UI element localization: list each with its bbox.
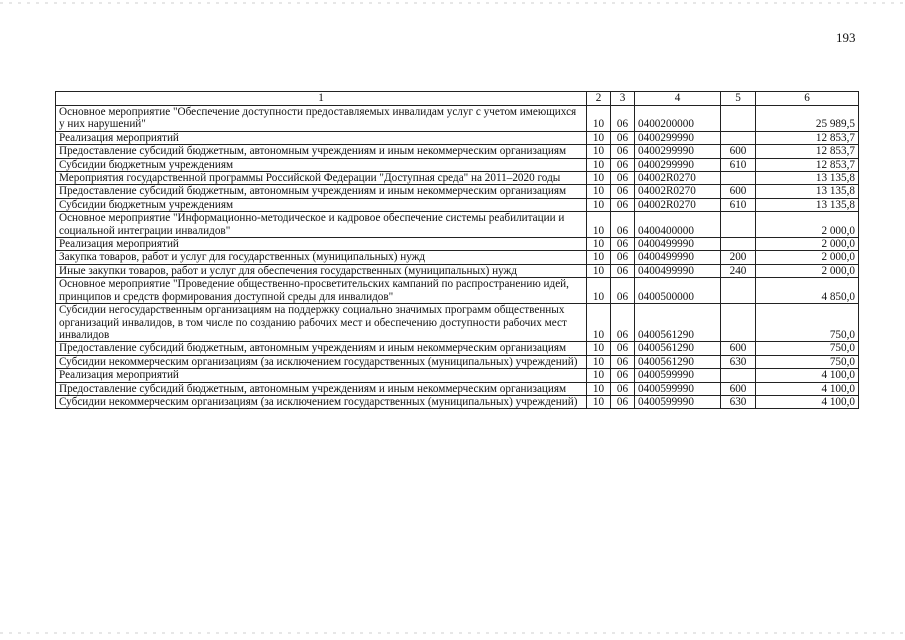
table-row bbox=[56, 106, 859, 132]
row-name-cell: Субсидии бюджетным учреждениям bbox=[56, 198, 587, 211]
row-amount-cell: 13 135,8 bbox=[756, 172, 859, 185]
row-section-cell: 10 bbox=[587, 382, 611, 395]
row-name-cell: Основное мероприятие "Проведение общественно-просветительских кампаний по распространению идей, принципов и средств формирования доступной среды для инвалидов" bbox=[56, 278, 587, 304]
scan-artifact-bottom bbox=[0, 632, 905, 634]
row-target-article-cell: 0400499990 bbox=[635, 264, 721, 277]
row-section-cell: 10 bbox=[587, 145, 611, 158]
row-amount-cell: 4 850,0 bbox=[756, 278, 859, 304]
table-row bbox=[56, 278, 859, 304]
row-expense-type-cell bbox=[721, 106, 756, 132]
row-subsection-cell: 06 bbox=[611, 355, 635, 368]
row-name-cell: Закупка товаров, работ и услуг для государственных (муниципальных) нужд bbox=[56, 251, 587, 264]
row-expense-type-cell bbox=[721, 304, 756, 342]
row-expense-type-cell: 600 bbox=[721, 342, 756, 355]
row-section-cell: 10 bbox=[587, 172, 611, 185]
row-name-cell: Субсидии бюджетным учреждениям bbox=[56, 158, 587, 171]
budget-table bbox=[55, 91, 859, 409]
row-subsection-cell: 06 bbox=[611, 158, 635, 171]
row-expense-type-cell: 200 bbox=[721, 251, 756, 264]
table-row bbox=[56, 131, 859, 144]
table-row bbox=[56, 382, 859, 395]
row-amount-cell: 13 135,8 bbox=[756, 185, 859, 198]
row-section-cell: 10 bbox=[587, 369, 611, 382]
table-row bbox=[56, 304, 859, 342]
row-target-article-cell: 0400599990 bbox=[635, 369, 721, 382]
row-section-cell: 10 bbox=[587, 238, 611, 251]
row-amount-cell: 25 989,5 bbox=[756, 106, 859, 132]
row-subsection-cell: 06 bbox=[611, 238, 635, 251]
row-name-cell: Иные закупки товаров, работ и услуг для обеспечения государственных (муниципальных) нужд bbox=[56, 264, 587, 277]
row-subsection-cell: 06 bbox=[611, 251, 635, 264]
row-expense-type-cell bbox=[721, 131, 756, 144]
row-name-cell: Предоставление субсидий бюджетным, автономным учреждениям и иным некоммерческим организациям bbox=[56, 342, 587, 355]
row-name-cell: Мероприятия государственной программы Российской Федерации "Доступная среда" на 2011–2020 годы bbox=[56, 172, 587, 185]
row-subsection-cell: 06 bbox=[611, 264, 635, 277]
row-section-cell: 10 bbox=[587, 131, 611, 144]
row-section-cell: 10 bbox=[587, 278, 611, 304]
table-row bbox=[56, 238, 859, 251]
row-name-cell: Предоставление субсидий бюджетным, автономным учреждениям и иным некоммерческим организациям bbox=[56, 382, 587, 395]
row-amount-cell: 2 000,0 bbox=[756, 238, 859, 251]
column-header: 3 bbox=[611, 92, 635, 106]
table-body bbox=[56, 106, 859, 409]
row-section-cell: 10 bbox=[587, 106, 611, 132]
row-expense-type-cell: 610 bbox=[721, 198, 756, 211]
table-row bbox=[56, 369, 859, 382]
row-section-cell: 10 bbox=[587, 355, 611, 368]
row-subsection-cell: 06 bbox=[611, 395, 635, 408]
table-row bbox=[56, 158, 859, 171]
row-amount-cell: 4 100,0 bbox=[756, 369, 859, 382]
table-row bbox=[56, 251, 859, 264]
row-target-article-cell: 0400599990 bbox=[635, 382, 721, 395]
row-target-article-cell: 0400599990 bbox=[635, 395, 721, 408]
column-header: 4 bbox=[635, 92, 721, 106]
table-row bbox=[56, 145, 859, 158]
row-target-article-cell: 0400299990 bbox=[635, 158, 721, 171]
row-subsection-cell: 06 bbox=[611, 198, 635, 211]
row-expense-type-cell: 600 bbox=[721, 382, 756, 395]
row-target-article-cell: 0400561290 bbox=[635, 342, 721, 355]
row-amount-cell: 2 000,0 bbox=[756, 212, 859, 238]
row-name-cell: Реализация мероприятий bbox=[56, 131, 587, 144]
row-subsection-cell: 06 bbox=[611, 369, 635, 382]
row-expense-type-cell bbox=[721, 369, 756, 382]
row-expense-type-cell bbox=[721, 278, 756, 304]
table-header-row bbox=[56, 92, 859, 106]
row-target-article-cell: 0400400000 bbox=[635, 212, 721, 238]
row-target-article-cell: 04002R0270 bbox=[635, 185, 721, 198]
row-subsection-cell: 06 bbox=[611, 342, 635, 355]
row-subsection-cell: 06 bbox=[611, 185, 635, 198]
table-row bbox=[56, 395, 859, 408]
row-name-cell: Основное мероприятие "Обеспечение доступности предоставляемых инвалидам услуг с учетом имеющихся у них нарушений" bbox=[56, 106, 587, 132]
row-amount-cell: 2 000,0 bbox=[756, 264, 859, 277]
row-target-article-cell: 04002R0270 bbox=[635, 198, 721, 211]
row-target-article-cell: 0400499990 bbox=[635, 251, 721, 264]
row-expense-type-cell bbox=[721, 172, 756, 185]
row-expense-type-cell: 630 bbox=[721, 395, 756, 408]
row-name-cell: Реализация мероприятий bbox=[56, 369, 587, 382]
row-amount-cell: 12 853,7 bbox=[756, 158, 859, 171]
row-subsection-cell: 06 bbox=[611, 278, 635, 304]
row-name-cell: Субсидии некоммерческим организациям (за исключением государственных (муниципальных) учреждений) bbox=[56, 395, 587, 408]
row-target-article-cell: 0400499990 bbox=[635, 238, 721, 251]
row-section-cell: 10 bbox=[587, 395, 611, 408]
row-amount-cell: 2 000,0 bbox=[756, 251, 859, 264]
row-subsection-cell: 06 bbox=[611, 172, 635, 185]
row-name-cell: Предоставление субсидий бюджетным, автономным учреждениям и иным некоммерческим организациям bbox=[56, 145, 587, 158]
row-target-article-cell: 0400500000 bbox=[635, 278, 721, 304]
row-subsection-cell: 06 bbox=[611, 304, 635, 342]
row-subsection-cell: 06 bbox=[611, 106, 635, 132]
table-row bbox=[56, 172, 859, 185]
row-amount-cell: 13 135,8 bbox=[756, 198, 859, 211]
row-amount-cell: 12 853,7 bbox=[756, 131, 859, 144]
page-number: 193 bbox=[836, 30, 856, 45]
table-row bbox=[56, 355, 859, 368]
row-expense-type-cell: 610 bbox=[721, 158, 756, 171]
row-amount-cell: 750,0 bbox=[756, 304, 859, 342]
table-row bbox=[56, 342, 859, 355]
row-target-article-cell: 0400299990 bbox=[635, 145, 721, 158]
row-name-cell: Субсидии негосударственным организациям на поддержку социально значимых программ общественных организаций инвалидов, в том числе по созданию рабочих мест и обеспечению доступности рабочих мест инвалидов bbox=[56, 304, 587, 342]
scan-artifact-top bbox=[0, 2, 905, 4]
table-row bbox=[56, 264, 859, 277]
row-target-article-cell: 0400299990 bbox=[635, 131, 721, 144]
row-amount-cell: 4 100,0 bbox=[756, 382, 859, 395]
row-expense-type-cell: 630 bbox=[721, 355, 756, 368]
column-header: 2 bbox=[587, 92, 611, 106]
row-target-article-cell: 0400561290 bbox=[635, 304, 721, 342]
column-header: 1 bbox=[56, 92, 587, 106]
row-expense-type-cell bbox=[721, 212, 756, 238]
row-subsection-cell: 06 bbox=[611, 212, 635, 238]
table-row bbox=[56, 185, 859, 198]
row-target-article-cell: 0400200000 bbox=[635, 106, 721, 132]
row-subsection-cell: 06 bbox=[611, 131, 635, 144]
row-subsection-cell: 06 bbox=[611, 145, 635, 158]
row-expense-type-cell bbox=[721, 238, 756, 251]
row-target-article-cell: 04002R0270 bbox=[635, 172, 721, 185]
column-header: 5 bbox=[721, 92, 756, 106]
row-section-cell: 10 bbox=[587, 212, 611, 238]
row-section-cell: 10 bbox=[587, 251, 611, 264]
row-name-cell: Основное мероприятие "Информационно-методическое и кадровое обеспечение системы реабилитации и социальной интеграции инвалидов" bbox=[56, 212, 587, 238]
row-amount-cell: 12 853,7 bbox=[756, 145, 859, 158]
row-expense-type-cell: 600 bbox=[721, 185, 756, 198]
row-expense-type-cell: 240 bbox=[721, 264, 756, 277]
row-expense-type-cell: 600 bbox=[721, 145, 756, 158]
row-name-cell: Предоставление субсидий бюджетным, автономным учреждениям и иным некоммерческим организациям bbox=[56, 185, 587, 198]
row-target-article-cell: 0400561290 bbox=[635, 355, 721, 368]
row-section-cell: 10 bbox=[587, 342, 611, 355]
row-section-cell: 10 bbox=[587, 158, 611, 171]
row-section-cell: 10 bbox=[587, 304, 611, 342]
row-amount-cell: 750,0 bbox=[756, 342, 859, 355]
row-subsection-cell: 06 bbox=[611, 382, 635, 395]
row-name-cell: Реализация мероприятий bbox=[56, 238, 587, 251]
row-amount-cell: 750,0 bbox=[756, 355, 859, 368]
row-amount-cell: 4 100,0 bbox=[756, 395, 859, 408]
row-name-cell: Субсидии некоммерческим организациям (за исключением государственных (муниципальных) учреждений) bbox=[56, 355, 587, 368]
row-section-cell: 10 bbox=[587, 185, 611, 198]
table-row bbox=[56, 198, 859, 211]
table-row bbox=[56, 212, 859, 238]
row-section-cell: 10 bbox=[587, 198, 611, 211]
row-section-cell: 10 bbox=[587, 264, 611, 277]
column-header: 6 bbox=[756, 92, 859, 106]
